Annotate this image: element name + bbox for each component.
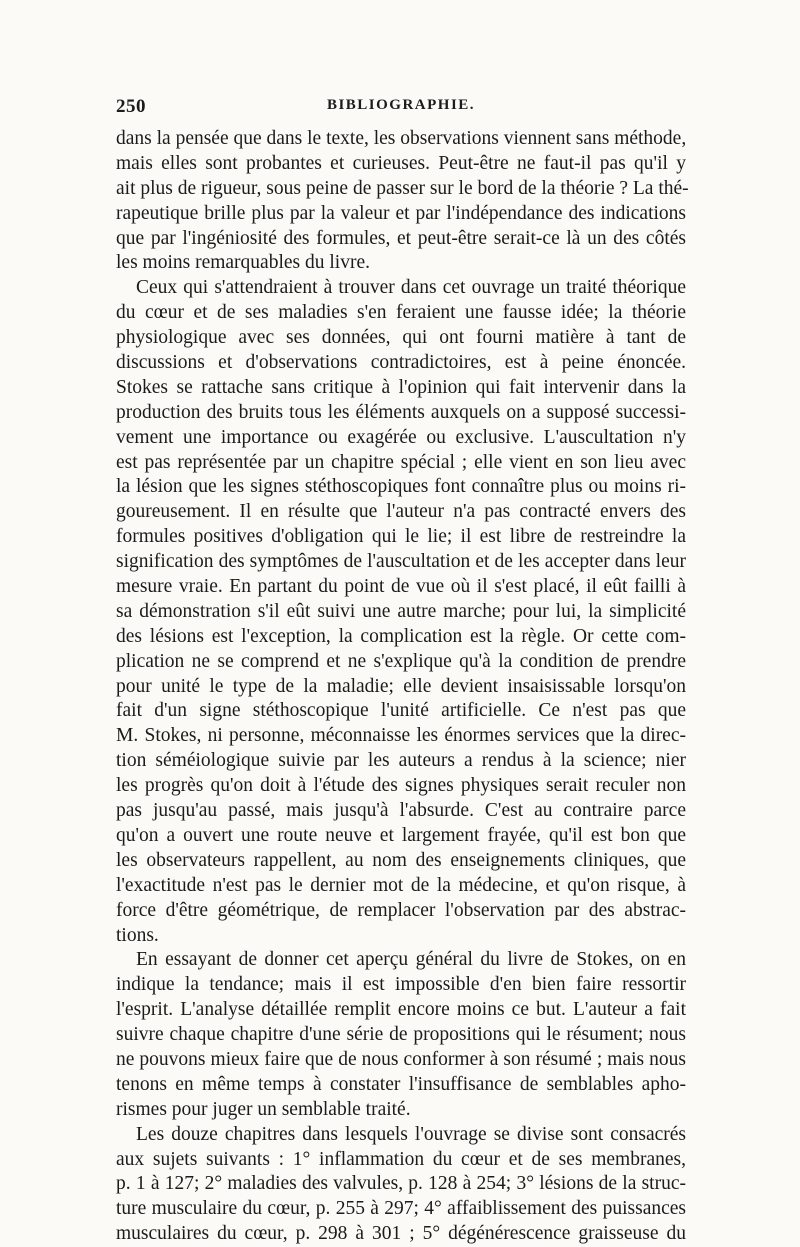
- text-line: Les douze chapitres dans lesquels l'ouvrage se divise sont consacrés: [136, 1123, 686, 1145]
- text-line: M. Stokes, ni personne, méconnaisse les énormes services que la direc-: [116, 725, 686, 747]
- text-line: suivre chaque chapitre d'une série de propositions qui le résument; nous: [116, 1024, 686, 1046]
- text-line: l'esprit. L'analyse détaillée remplit encore moins ce but. L'auteur a fait: [116, 999, 686, 1021]
- text-line: tenons en même temps à constater l'insuffisance de semblables apho-: [116, 1073, 686, 1095]
- text-line: les progrès qu'on doit à l'étude des signes physiques serait reculer non: [116, 775, 686, 797]
- text-line: physiologique avec ses données, qui ont fourni matière à tant de: [116, 327, 686, 349]
- text-line: que par l'ingéniosité des formules, et peut-être serait-ce là un des côtés: [116, 227, 686, 249]
- text-line: tion séméiologique suivie par les auteurs a rendus à la science; nier: [116, 750, 686, 772]
- text-line: Ceux qui s'attendraient à trouver dans cet ouvrage un traité théorique: [136, 277, 686, 299]
- text-line: pas jusqu'au passé, mais jusqu'à l'absurde. C'est au contraire parce: [116, 800, 686, 822]
- text-line: rismes pour juger un semblable traité.: [116, 1098, 411, 1120]
- text-line: musculaires du cœur, p. 298 à 301 ; 5° dégénérescence graisseuse du: [116, 1223, 686, 1245]
- text-line: p. 1 à 127; 2° maladies des valvules, p. 128 à 254; 3° lésions de la struc-: [116, 1173, 686, 1195]
- text-line: pour unité le type de la maladie; elle devient insaisissable lorsqu'on: [116, 675, 686, 697]
- text-line: Stokes se rattache sans critique à l'opinion qui fait intervenir dans la: [116, 376, 686, 398]
- text-line: ne pouvons mieux faire que de nous conformer à son résumé ; mais nous: [116, 1048, 686, 1070]
- text-line: aux sujets suivants : 1° inflammation du cœur et de ses membranes,: [116, 1148, 686, 1170]
- text-line: vement une importance ou exagérée ou exclusive. L'auscultation n'y: [116, 426, 686, 448]
- page-number: 250: [116, 96, 146, 117]
- text-line: tions.: [116, 924, 159, 946]
- text-line: sa démonstration s'il eût suivi une autre marche; pour lui, la simplicité: [116, 600, 686, 622]
- text-line: est pas représentée par un chapitre spécial ; elle vient en son lieu avec: [116, 451, 686, 473]
- text-line: rapeutique brille plus par la valeur et par l'indépendance des indications: [116, 202, 686, 224]
- text-line: force d'être géométrique, de remplacer l'observation par des abstrac-: [116, 899, 686, 921]
- text-line: l'exactitude n'est pas le dernier mot de la médecine, et qu'on risque, à: [116, 874, 686, 896]
- text-line: mesure vraie. En partant du point de vue où il s'est placé, il eût failli à: [116, 576, 686, 598]
- text-line: signification des symptômes de l'auscultation et de les accepter dans leur: [116, 551, 686, 573]
- text-line: indique la tendance; mais il est impossible d'en bien faire ressortir: [116, 974, 686, 996]
- page-header: [116, 96, 686, 124]
- text-line: plication ne se comprend et ne s'explique qu'à la condition de prendre: [116, 650, 686, 672]
- text-line: ait plus de rigueur, sous peine de passer sur le bord de la théorie ? La thé-: [116, 177, 689, 199]
- text-line: la lésion que les signes stéthoscopiques font connaître plus ou moins ri-: [116, 476, 686, 498]
- text-line: mais elles sont probantes et curieuses. Peut-être ne faut-il pas qu'il y: [116, 152, 686, 174]
- running-title: BIBLIOGRAPHIE.: [326, 97, 476, 113]
- text-line: formules positives d'obligation qui le lie; il est libre de restreindre la: [116, 526, 686, 548]
- text-line: les observateurs rappellent, au nom des enseignements cliniques, que: [116, 849, 686, 871]
- body-text: [116, 127, 689, 1247]
- text-line: goureusement. Il en résulte que l'auteur n'a pas contracté envers des: [116, 501, 686, 523]
- text-line: du cœur et de ses maladies s'en feraient une fausse idée; la théorie: [116, 302, 686, 324]
- text-line: qu'on a ouvert une route neuve et largement frayée, qu'il est bon que: [116, 824, 686, 846]
- text-line: ture musculaire du cœur, p. 255 à 297; 4° affaiblissement des puissances: [116, 1198, 686, 1220]
- text-line: des lésions est l'exception, la complication est la règle. Or cette com-: [116, 625, 686, 647]
- text-line: production des bruits tous les éléments auxquels on a supposé successi-: [116, 401, 686, 423]
- text-line: fait d'un signe stéthoscopique l'unité artificielle. Ce n'est pas que: [116, 700, 686, 722]
- text-line: discussions et d'observations contradictoires, est à peine énoncée.: [116, 352, 686, 374]
- text-line: En essayant de donner cet aperçu général du livre de Stokes, on en: [136, 949, 686, 971]
- text-line: dans la pensée que dans le texte, les observations viennent sans méthode,: [116, 128, 687, 149]
- text-line: les moins remarquables du livre.: [116, 252, 370, 274]
